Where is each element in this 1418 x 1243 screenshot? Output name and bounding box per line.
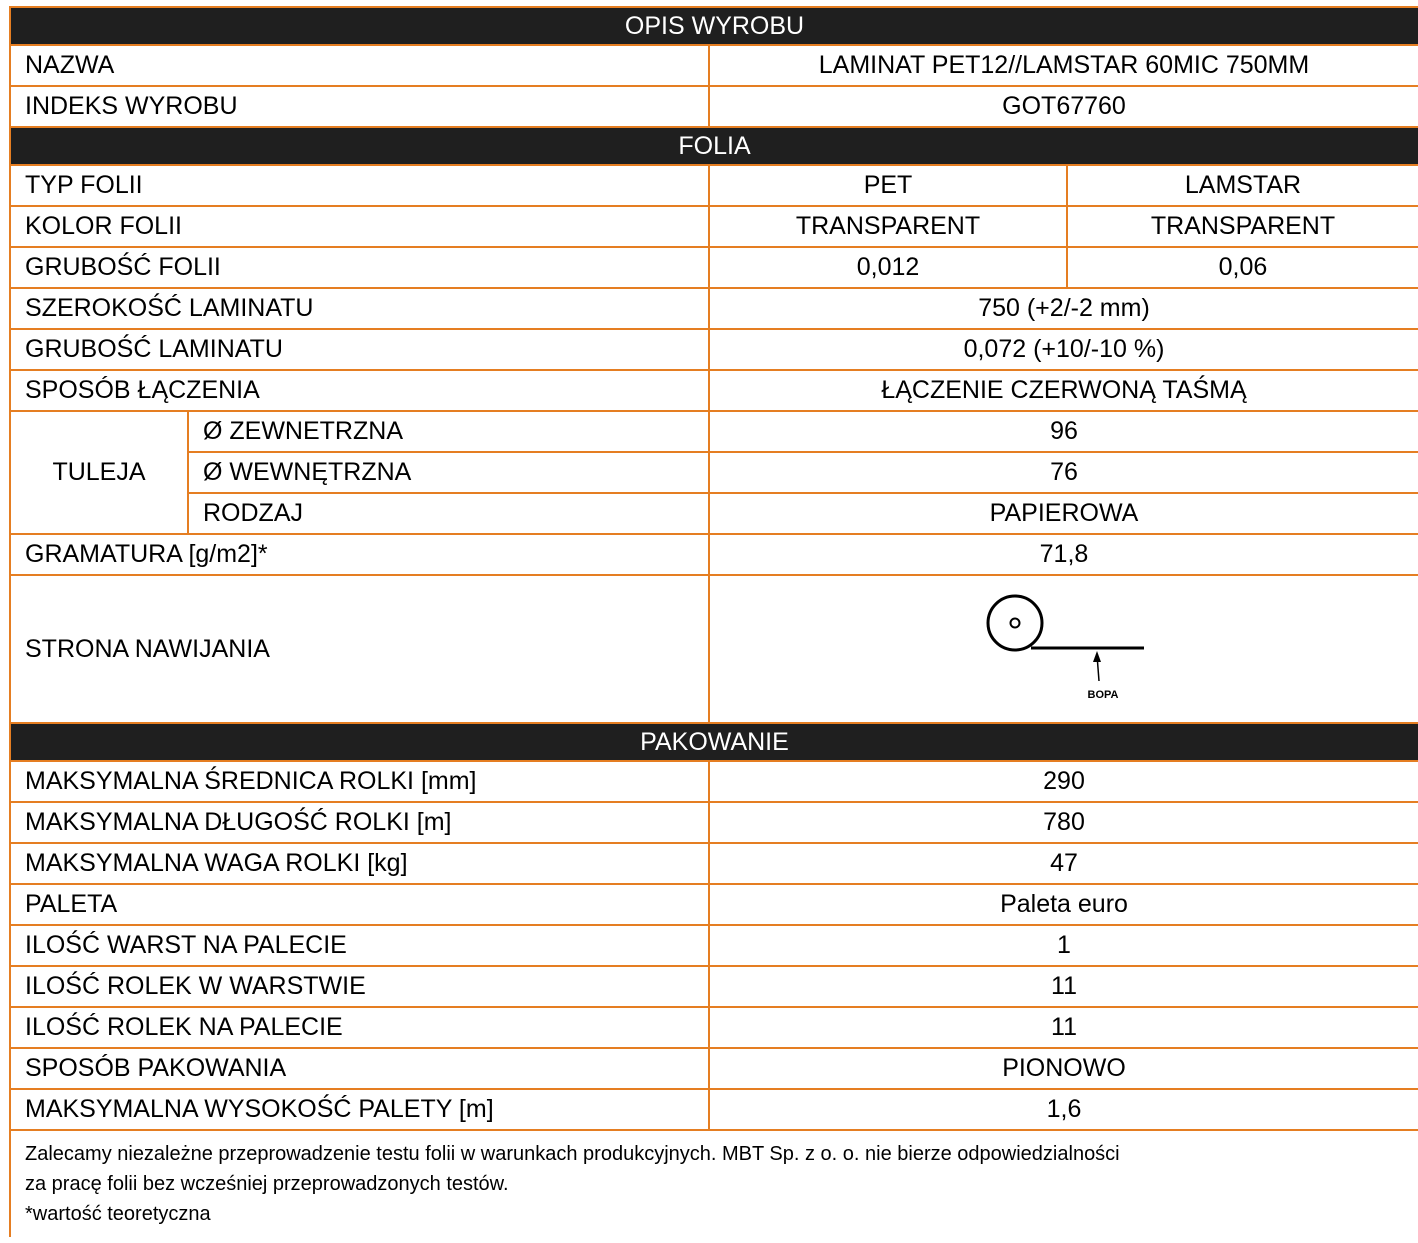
spec-row-film-thickness — [10, 247, 1418, 288]
notes-cell — [10, 1130, 1418, 1237]
notes-row — [10, 1130, 1418, 1237]
product-spec-table — [9, 6, 1418, 1237]
footnote-theoretical: *wartość teoretyczna — [25, 1203, 211, 1225]
row-label: MAKSYMALNA WAGA ROLKI [kg] — [10, 843, 709, 884]
spec-row-pallet — [10, 884, 1418, 925]
row-value: 11 — [709, 966, 1418, 1007]
row-label: SZEROKOŚĆ LAMINATU — [10, 288, 709, 329]
row-label: Ø WEWNĘTRZNA — [188, 452, 709, 493]
spec-row-name — [10, 45, 1418, 86]
winding-diagram-cell — [709, 575, 1418, 723]
section-header-opis — [10, 7, 1418, 45]
spec-row-joining — [10, 370, 1418, 411]
roll-core-circle — [1011, 619, 1020, 628]
disclaimer-line-1: Zalecamy niezależne przeprowadzenie testu folii w warunkach produkcyjnych. MBT Sp. z o. o. nie bierze odpowiedzialności — [25, 1143, 1120, 1165]
row-label: KOLOR FOLII — [10, 206, 709, 247]
row-label: NAZWA — [10, 45, 709, 86]
row-label: ILOŚĆ ROLEK NA PALECIE — [10, 1007, 709, 1048]
row-value-a: TRANSPARENT — [709, 206, 1067, 247]
row-value: PAPIEROWA — [709, 493, 1418, 534]
row-value: 76 — [709, 452, 1418, 493]
disclaimer-line-2: za pracę folii bez wcześniej przeprowadzonych testów. — [25, 1173, 509, 1195]
section-title: OPIS WYROBU — [10, 7, 1418, 45]
spec-row-rolls-per-pallet — [10, 1007, 1418, 1048]
row-value: GOT67760 — [709, 86, 1418, 127]
row-value-a: 0,012 — [709, 247, 1067, 288]
sleeve-group-label: TULEJA — [10, 411, 188, 534]
row-label: GRUBOŚĆ LAMINATU — [10, 329, 709, 370]
row-value-a: PET — [709, 165, 1067, 206]
row-value: 11 — [709, 1007, 1418, 1048]
section-header-folia — [10, 127, 1418, 165]
spec-row-packing-method — [10, 1048, 1418, 1089]
roll-outer-circle — [988, 596, 1042, 650]
row-label: RODZAJ — [188, 493, 709, 534]
row-value: 96 — [709, 411, 1418, 452]
row-value: 1 — [709, 925, 1418, 966]
row-label: INDEKS WYROBU — [10, 86, 709, 127]
spec-row-laminate-width — [10, 288, 1418, 329]
spec-row-winding — [10, 575, 1418, 723]
row-label: TYP FOLII — [10, 165, 709, 206]
section-title: PAKOWANIE — [10, 723, 1418, 761]
spec-row-max-pallet-height — [10, 1089, 1418, 1130]
spec-row-sleeve-outer — [10, 411, 1418, 452]
row-value: ŁĄCZENIE CZERWONĄ TAŚMĄ — [709, 370, 1418, 411]
spec-row-sleeve-kind — [10, 493, 1418, 534]
spec-row-rolls-per-layer — [10, 966, 1418, 1007]
spec-row-layers — [10, 925, 1418, 966]
winding-caption: BOPA — [1087, 689, 1119, 701]
row-value: LAMINAT PET12//LAMSTAR 60MIC 750MM — [709, 45, 1418, 86]
row-label: PALETA — [10, 884, 709, 925]
spec-row-max-length — [10, 802, 1418, 843]
row-value: PIONOWO — [709, 1048, 1418, 1089]
spec-row-grammage — [10, 534, 1418, 575]
row-label: Ø ZEWNETRZNA — [188, 411, 709, 452]
row-value: 71,8 — [709, 534, 1418, 575]
row-value: Paleta euro — [709, 884, 1418, 925]
row-value-b: TRANSPARENT — [1067, 206, 1418, 247]
row-value-b: LAMSTAR — [1067, 165, 1418, 206]
row-label: GRAMATURA [g/m2]* — [10, 534, 709, 575]
row-label: MAKSYMALNA DŁUGOŚĆ ROLKI [m] — [10, 802, 709, 843]
spec-row-max-diameter — [10, 761, 1418, 802]
row-value: 0,072 (+10/-10 %) — [709, 329, 1418, 370]
row-label: ILOŚĆ WARST NA PALECIE — [10, 925, 709, 966]
row-value-b: 0,06 — [1067, 247, 1418, 288]
row-value: 780 — [709, 802, 1418, 843]
spec-row-film-type — [10, 165, 1418, 206]
spec-row-laminate-thickness — [10, 329, 1418, 370]
spec-row-sleeve-inner — [10, 452, 1418, 493]
winding-diagram — [974, 594, 1154, 704]
row-label: MAKSYMALNA ŚREDNICA ROLKI [mm] — [10, 761, 709, 802]
row-label: SPOSÓB PAKOWANIA — [10, 1048, 709, 1089]
side-arrow-head — [1093, 651, 1101, 662]
spec-row-max-weight — [10, 843, 1418, 884]
row-value: 290 — [709, 761, 1418, 802]
row-label: ILOŚĆ ROLEK W WARSTWIE — [10, 966, 709, 1007]
row-label: GRUBOŚĆ FOLII — [10, 247, 709, 288]
row-value: 47 — [709, 843, 1418, 884]
section-header-pakowanie — [10, 723, 1418, 761]
row-value: 1,6 — [709, 1089, 1418, 1130]
spec-row-film-color — [10, 206, 1418, 247]
row-label: SPOSÓB ŁĄCZENIA — [10, 370, 709, 411]
row-label: STRONA NAWIJANIA — [10, 575, 709, 723]
row-label: MAKSYMALNA WYSOKOŚĆ PALETY [m] — [10, 1089, 709, 1130]
spec-row-index — [10, 86, 1418, 127]
section-title: FOLIA — [10, 127, 1418, 165]
row-value: 750 (+2/-2 mm) — [709, 288, 1418, 329]
